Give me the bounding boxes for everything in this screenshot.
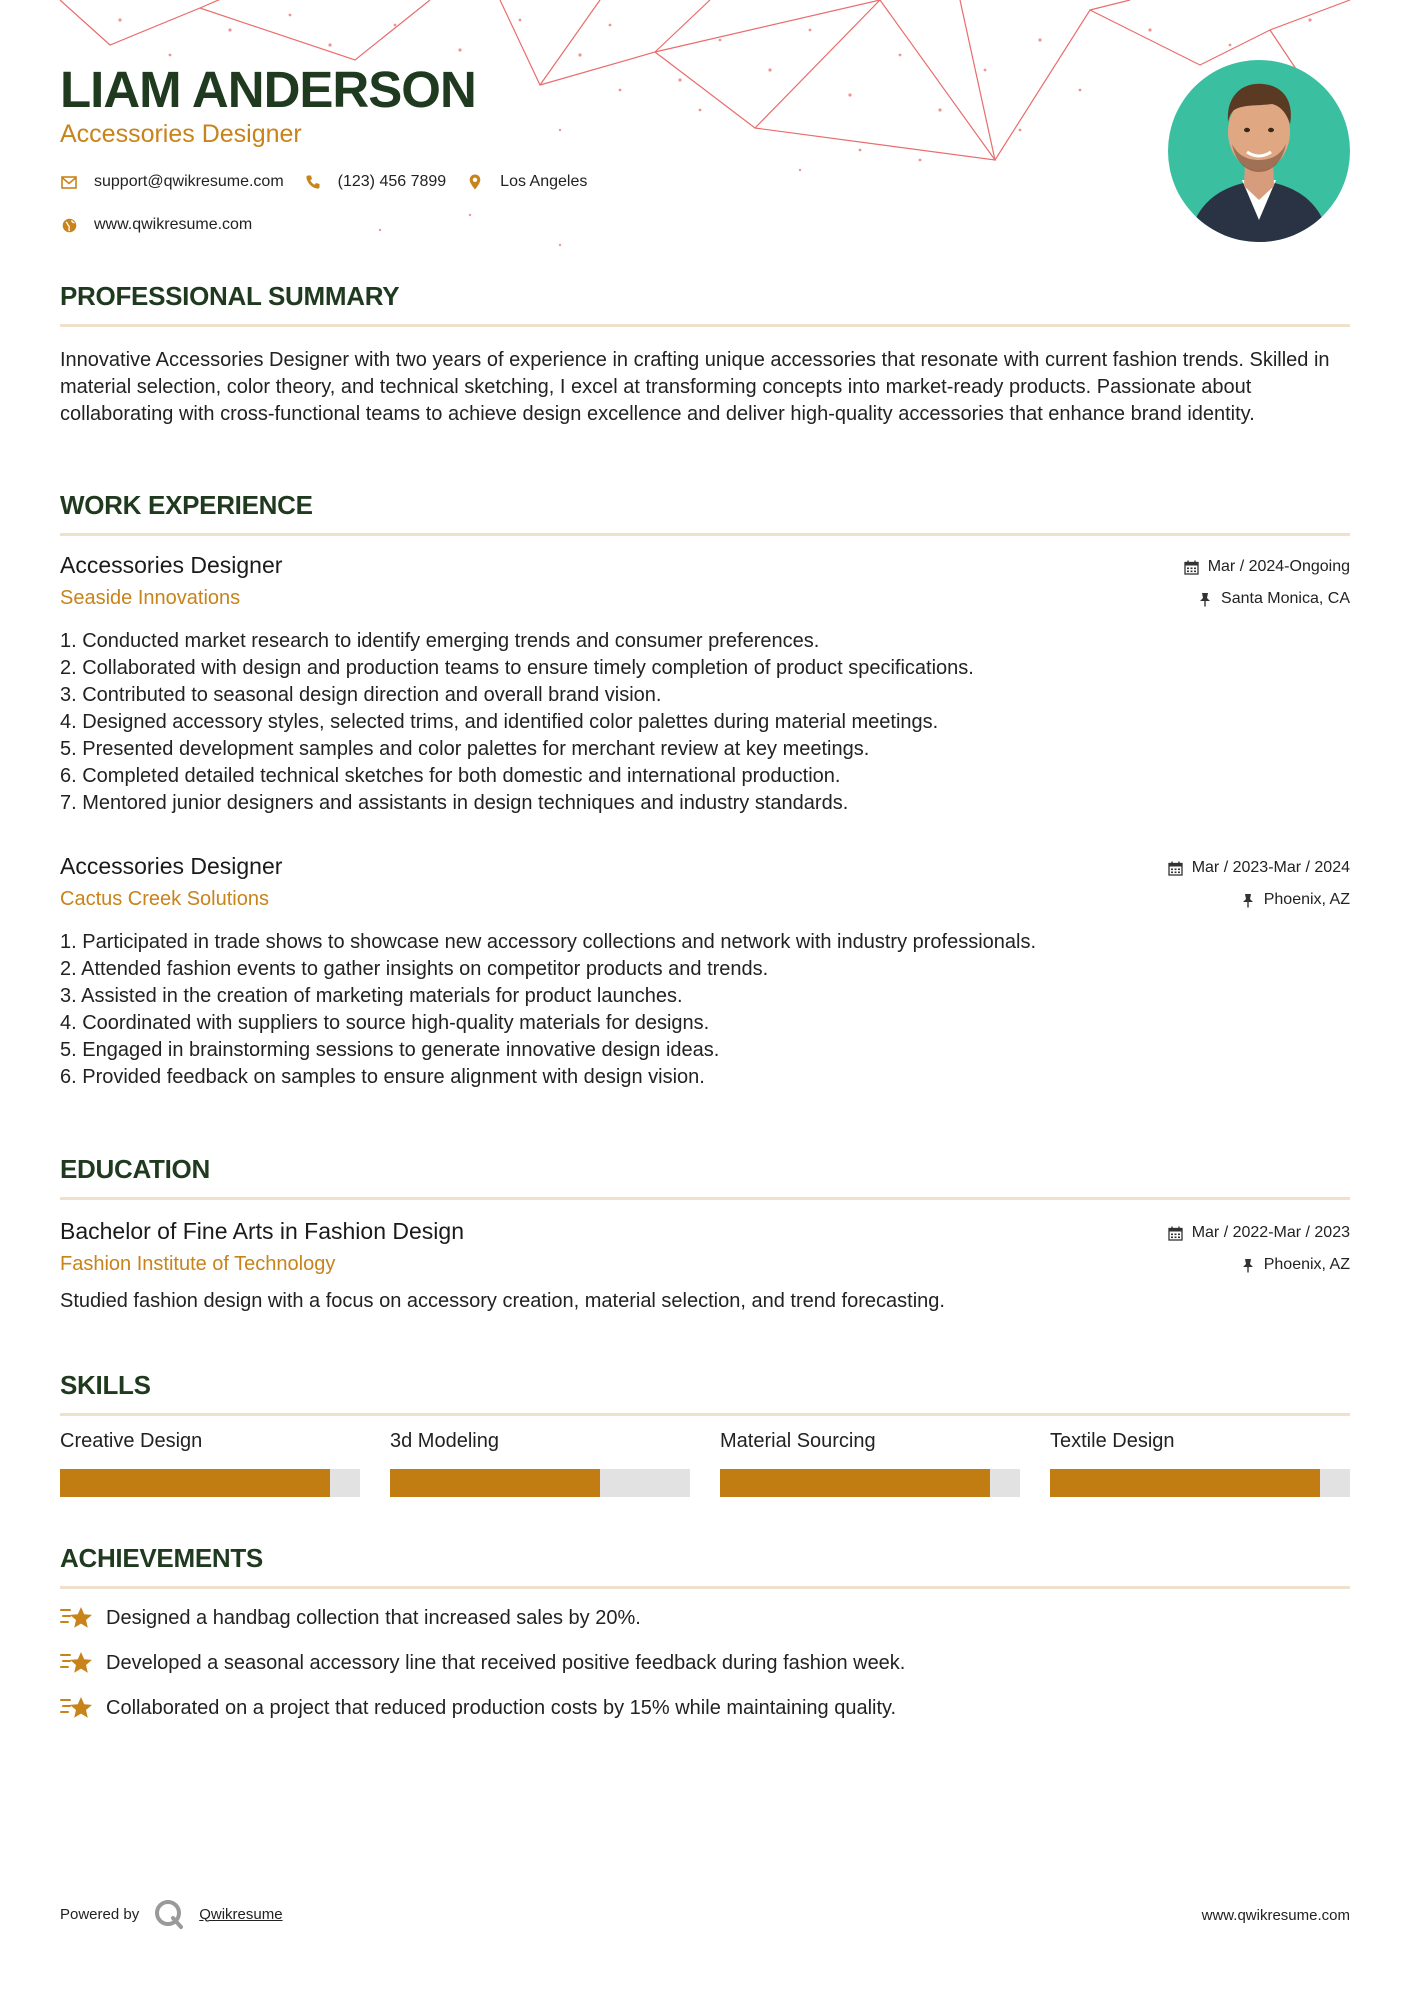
job-company: Seaside Innovations [60, 587, 241, 609]
contact-row [60, 173, 607, 191]
school: Fashion Institute of Technology [60, 1253, 336, 1275]
skill-bar-fill [60, 1469, 330, 1497]
education-date-text: Mar / 2022-Mar / 2023 [1191, 1224, 1350, 1241]
contact-website[interactable] [60, 216, 252, 234]
list-item: 3. Contributed to seasonal design direction and overall brand vision. [60, 684, 662, 706]
list-item: 7. Mentored junior designers and assistants in design techniques and industry standards. [60, 792, 849, 814]
education-location-text: Phoenix, AZ [1263, 1256, 1350, 1273]
skill-label: Material Sourcing [720, 1430, 876, 1452]
achievement-text: Designed a handbag collection that increased sales by 20%. [106, 1606, 641, 1629]
website-link[interactable]: www.qwikresume.com [94, 216, 253, 233]
degree: Bachelor of Fine Arts in Fashion Design [60, 1218, 464, 1244]
job-company: Cactus Creek Solutions [60, 888, 269, 910]
qwikresume-link[interactable]: Qwikresume [199, 1905, 283, 1923]
education-location [1240, 1256, 1350, 1274]
skill-item [390, 1430, 690, 1497]
map-pin-icon [466, 173, 484, 191]
powered-by-label: Powered by [60, 1905, 140, 1923]
section-achievements [60, 1543, 1350, 1589]
section-divider [60, 1413, 1350, 1416]
section-skills [60, 1370, 1350, 1416]
skill-bar [390, 1469, 690, 1497]
job-date-text: Mar / 2023-Mar / 2024 [1191, 859, 1350, 876]
job-date [1168, 859, 1350, 877]
section-summary [60, 281, 1350, 428]
candidate-title: Accessories Designer [60, 120, 302, 148]
job-location [1197, 590, 1350, 608]
job-bullets [60, 929, 1350, 1091]
shooting-star-icon [60, 1604, 94, 1632]
qwikresume-logo-icon [153, 1898, 185, 1930]
calendar-icon [1168, 860, 1184, 876]
section-divider [60, 324, 1350, 327]
calendar-icon [1168, 1225, 1184, 1241]
list-item: 5. Engaged in brainstorming sessions to generate innovative design ideas. [60, 1039, 720, 1061]
summary-text: Innovative Accessories Designer with two years of experience in crafting unique accessories that resonate with current fashion trends. Skilled in material selection, color theory, and technical sketching, I excel at transforming concepts into market-ready products. Passionate about collaborating with cross-functional teams to achieve design excellence and deliver high-quality accessories that enhance brand identity. [60, 349, 1330, 425]
skill-item [1050, 1430, 1350, 1497]
skills-heading: SKILLS [60, 1370, 151, 1400]
skill-label: Textile Design [1050, 1430, 1175, 1452]
calendar-icon [1184, 559, 1200, 575]
job-role: Accessories Designer [60, 552, 283, 578]
achievement-item [60, 1694, 896, 1722]
section-experience [60, 490, 1350, 536]
skill-bar-fill [720, 1469, 990, 1497]
contact-row-website [60, 216, 272, 234]
achievements-heading: ACHIEVEMENTS [60, 1543, 263, 1573]
education-description: Studied fashion design with a focus on accessory creation, material selection, and trend forecasting. [60, 1290, 945, 1312]
list-item: 4. Coordinated with suppliers to source high-quality materials for designs. [60, 1012, 710, 1034]
avatar-illustration [1168, 60, 1350, 242]
list-item: 6. Provided feedback on samples to ensure alignment with design vision. [60, 1066, 705, 1088]
job-location-text: Phoenix, AZ [1263, 891, 1350, 908]
job-date [1184, 558, 1350, 576]
skill-label: Creative Design [60, 1430, 203, 1452]
experience-heading: WORK EXPERIENCE [60, 490, 313, 520]
phone-icon [304, 173, 322, 191]
achievement-text: Developed a seasonal accessory line that received positive feedback during fashion week. [106, 1651, 906, 1674]
skill-bar [720, 1469, 1020, 1497]
contact-phone [304, 173, 447, 191]
list-item: 1. Participated in trade shows to showcase new accessory collections and network with industry professionals. [60, 931, 1037, 953]
list-item: 5. Presented development samples and color palettes for merchant review at key meetings. [60, 738, 870, 760]
skill-bar-fill [390, 1469, 600, 1497]
summary-heading: PROFESSIONAL SUMMARY [60, 281, 400, 311]
location-text: Los Angeles [500, 173, 588, 190]
achievement-item [60, 1604, 641, 1632]
job-date-text: Mar / 2024-Ongoing [1207, 558, 1350, 575]
education-date [1168, 1224, 1350, 1242]
education-heading: EDUCATION [60, 1154, 210, 1184]
profile-photo [1168, 60, 1350, 242]
candidate-name: LIAM ANDERSON [60, 61, 476, 118]
skill-item [60, 1430, 360, 1497]
achievement-item [60, 1649, 905, 1677]
contact-location [466, 173, 587, 191]
job-location [1240, 891, 1350, 909]
skill-bar-fill [1050, 1469, 1320, 1497]
list-item: 4. Designed accessory styles, selected trims, and identified color palettes during material meetings. [60, 711, 939, 733]
contact-email[interactable] [60, 173, 284, 191]
envelope-icon [60, 173, 78, 191]
pushpin-icon [1197, 591, 1213, 607]
footer-website[interactable]: www.qwikresume.com [1201, 1907, 1350, 1924]
email-link[interactable]: support@qwikresume.com [94, 173, 284, 190]
job-role: Accessories Designer [60, 853, 283, 879]
shooting-star-icon [60, 1694, 94, 1722]
job-bullets [60, 628, 1350, 817]
section-divider [60, 1586, 1350, 1589]
list-item: 2. Attended fashion events to gather insights on competitor products and trends. [60, 958, 769, 980]
section-education [60, 1154, 1350, 1200]
globe-icon [60, 216, 78, 234]
skill-label: 3d Modeling [390, 1430, 499, 1452]
skill-bar [1050, 1469, 1350, 1497]
skill-bar [60, 1469, 360, 1497]
list-item: 3. Assisted in the creation of marketing materials for product launches. [60, 985, 683, 1007]
job-location-text: Santa Monica, CA [1221, 590, 1350, 607]
list-item: 6. Completed detailed technical sketches for both domestic and international production. [60, 765, 841, 787]
shooting-star-icon [60, 1649, 94, 1677]
pushpin-icon [1240, 1257, 1256, 1273]
footer-powered-by [60, 1898, 283, 1930]
pushpin-icon [1240, 892, 1256, 908]
achievement-text: Collaborated on a project that reduced production costs by 15% while maintaining quality. [106, 1696, 897, 1719]
list-item: 2. Collaborated with design and production teams to ensure timely completion of product specifications. [60, 657, 974, 679]
phone-text: (123) 456 7899 [337, 173, 447, 190]
section-divider [60, 533, 1350, 536]
list-item: 1. Conducted market research to identify emerging trends and consumer preferences. [60, 630, 820, 652]
skill-item [720, 1430, 1020, 1497]
section-divider [60, 1197, 1350, 1200]
